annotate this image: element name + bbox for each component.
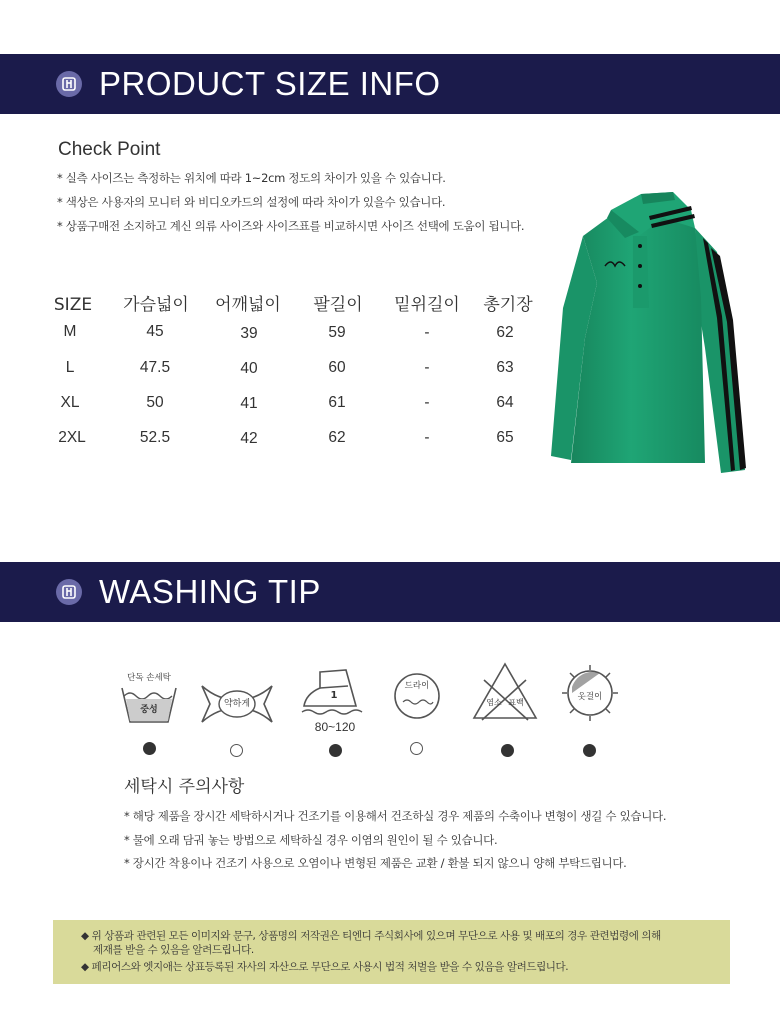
- caution-note: * 물에 오래 담궈 놓는 방법으로 세탁하실 경우 이염의 원인이 될 수 있습니다.: [124, 833, 498, 847]
- sleeve-header: 팔길이: [313, 295, 363, 315]
- no-bleach-label: 염소 표백: [486, 698, 524, 707]
- gentle-wash-label: 약하게: [223, 699, 251, 709]
- table-cell: -: [424, 359, 430, 376]
- table-cell: L: [65, 359, 75, 376]
- rise-header: 밑위길이: [394, 295, 460, 315]
- size-info-banner: [0, 54, 780, 114]
- check-note: * 실측 사이즈는 측정하는 위치에 따라 1~2cm 정도의 차이가 있을 수 있습니다.: [57, 171, 446, 185]
- check-note: * 상품구매전 소지하고 계신 의류 사이즈와 사이즈표를 비교하시면 사이즈 선택에 도움이 됩니다.: [57, 219, 525, 233]
- table-cell: M: [63, 323, 77, 340]
- hand-wash-top-label: 단독 손세탁: [127, 673, 171, 683]
- dry-clean-label: 드라이: [404, 681, 430, 691]
- table-cell: -: [424, 324, 430, 341]
- copyright-notice: [53, 920, 730, 984]
- hang-dry-icon: [560, 663, 620, 723]
- chest-header: 가슴넓이: [123, 295, 189, 315]
- gentle-wash-indicator: [230, 744, 243, 757]
- brand-logo-icon: [56, 579, 82, 605]
- washing-tip-banner: [0, 562, 780, 622]
- table-cell: 2XL: [58, 429, 86, 446]
- table-cell: 41: [240, 395, 258, 412]
- iron-level-label: 1: [330, 690, 338, 701]
- brand-logo-icon: [56, 71, 82, 97]
- hand-wash-icon: [118, 672, 180, 728]
- table-cell: -: [424, 394, 430, 411]
- table-cell: 52.5: [139, 429, 171, 446]
- caution-note: * 장시간 착용이나 건조기 사용으로 오염이나 변형된 제품은 교환 / 환불 되지 않으니 양해 부탁드립니다.: [124, 856, 627, 870]
- copyright-line: ◆ 페리어스와 엣지애는 상표등록된 자사의 자산으로 무단으로 사용시 법적 처벌을 받을 수 있음을 알려드립니다.: [81, 961, 569, 973]
- table-cell: 40: [240, 360, 258, 377]
- table-cell: 61: [328, 394, 346, 411]
- check-note: * 색상은 사용자의 모니터 와 비디오카드의 설정에 따라 차이가 있을수 있습니다.: [57, 195, 446, 209]
- table-cell: 42: [240, 430, 258, 447]
- table-cell: 45: [146, 323, 164, 340]
- no-bleach-icon: [472, 662, 538, 722]
- washing-tip-title: WASHING TIP: [99, 573, 321, 610]
- table-cell: 59: [328, 324, 346, 341]
- table-cell: 62: [328, 429, 346, 446]
- hang-dry-indicator: [583, 744, 596, 757]
- check-point-title: Check Point: [58, 139, 161, 160]
- iron-indicator: [329, 744, 342, 757]
- table-cell: 63: [496, 359, 514, 376]
- dry-clean-indicator: [410, 742, 423, 755]
- table-cell: -: [424, 429, 430, 446]
- table-cell: 62: [496, 324, 514, 341]
- table-cell: XL: [60, 394, 80, 411]
- iron-temp-label: 80~120: [314, 720, 356, 734]
- table-cell: 64: [496, 394, 514, 411]
- size-header: SIZE: [53, 295, 93, 315]
- no-bleach-indicator: [501, 744, 514, 757]
- hand-wash-main-label: 중성: [140, 705, 158, 715]
- table-cell: 47.5: [139, 359, 171, 376]
- dry-clean-icon: [393, 672, 441, 720]
- caution-title: 세탁시 주의사항: [124, 777, 245, 797]
- iron-icon: [298, 666, 372, 738]
- size-info-title: PRODUCT SIZE INFO: [99, 65, 441, 102]
- copyright-line: 제재를 받을 수 있음을 알려드립니다.: [93, 944, 254, 956]
- caution-note: * 해당 제품을 장시간 세탁하시거나 건조기를 이용해서 건조하실 경우 제품의 수축이나 변형이 생길 수 있습니다.: [124, 809, 667, 823]
- hang-dry-label: 옷걸이: [577, 692, 603, 702]
- table-cell: 39: [240, 325, 258, 342]
- gentle-wash-icon: [198, 682, 276, 726]
- product-image: [545, 188, 750, 482]
- hand-wash-indicator: [143, 742, 156, 755]
- table-cell: 65: [496, 429, 514, 446]
- table-cell: 50: [146, 394, 164, 411]
- copyright-line: ◆ 위 상품과 관련된 모든 이미지와 문구, 상품명의 저작권은 티엔디 주식회사에 있으며 무단으로 사용 및 배포의 경우 관련법령에 의해: [81, 930, 661, 942]
- table-cell: 60: [328, 359, 346, 376]
- shoulder-header: 어깨넓이: [215, 295, 281, 315]
- length-header: 총기장: [483, 295, 533, 315]
